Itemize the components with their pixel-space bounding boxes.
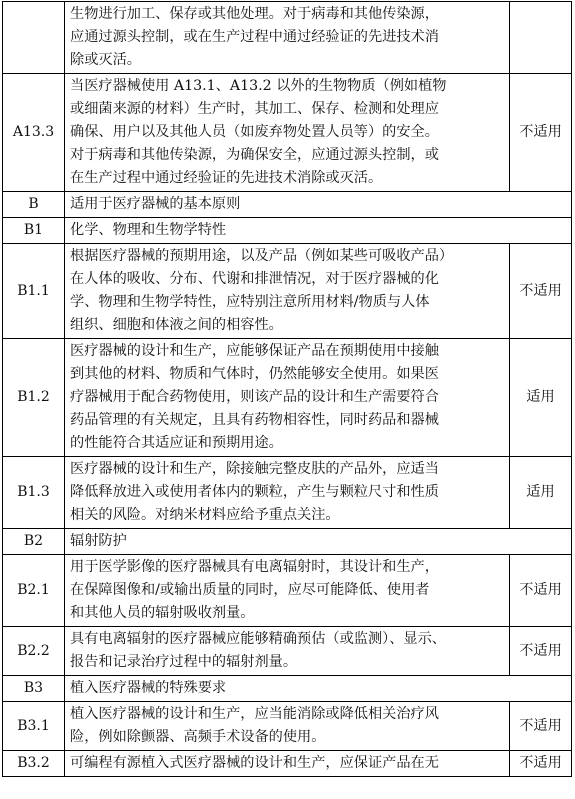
- requirement-text-line: 植入医疗器械的设计和生产，应当能消除或降低相关治疗风: [70, 706, 439, 722]
- table-row: [3, 457, 572, 529]
- requirement-code: B1.3: [3, 457, 65, 529]
- requirement-code: B3: [3, 676, 65, 702]
- requirement-text-line: 相关的风险。对纳米材料应给予重点关注。: [70, 507, 340, 523]
- table-row: [3, 192, 572, 218]
- requirement-text-line: 除或灭活。: [70, 52, 141, 68]
- requirement-text-line: 疗器械用于配合药物使用，则该产品的设计和生产需要符合: [70, 389, 439, 405]
- applicability-cell: 适用: [510, 339, 572, 457]
- applicability-cell: 不适用: [510, 555, 572, 627]
- applicability-cell: [510, 2, 572, 74]
- requirement-text-line: 用于医学影像的医疗器械具有电离辐射时，其设计和生产，: [70, 559, 439, 575]
- requirement-text-line: 应通过源头控制，或在生产过程中通过经验证的先进技术消: [70, 29, 439, 45]
- table-row: [3, 555, 572, 627]
- requirement-code: B2.1: [3, 555, 65, 627]
- requirement-text-line: 在人体的吸收、分布、代谢和排泄情况，对于医疗器械的化: [70, 271, 439, 287]
- requirement-text: [65, 555, 510, 627]
- table-row: [3, 529, 572, 555]
- table-row: [3, 339, 572, 457]
- requirement-text: [65, 339, 510, 457]
- requirement-text-line: 药品管理的有关规定，且具有药物相容性，同时药品和器械: [70, 412, 439, 428]
- requirement-text-line: 险，例如除颤器、高频手术设备的使用。: [70, 729, 326, 745]
- applicability-cell: 不适用: [510, 751, 572, 777]
- applicability-cell: 不适用: [510, 74, 572, 192]
- requirement-text-line: 报告和记录治疗过程中的辐射剂量。: [70, 654, 298, 670]
- requirement-text-line: 降低释放进入或使用者体内的颗粒，产生与颗粒尺寸和性质: [70, 484, 439, 500]
- requirement-text-line: 医疗器械的设计和生产，除接触完整皮肤的产品外，应适当: [70, 461, 439, 477]
- requirement-text-line: 化学、物理和生物学特性: [70, 222, 227, 238]
- requirement-text-line: 或细菌来源的材料）生产时，其加工、保存、检测和处理应: [70, 101, 439, 117]
- requirement-code: B1.2: [3, 339, 65, 457]
- requirement-text: [65, 676, 572, 702]
- applicability-cell: 不适用: [510, 702, 572, 751]
- requirement-text: [65, 751, 510, 777]
- requirement-text-line: 生物进行加工、保存或其他处理。对于病毒和其他传染源，: [70, 6, 439, 22]
- requirement-text: [65, 74, 510, 192]
- requirement-code: B1: [3, 218, 65, 244]
- requirement-code: B2: [3, 529, 65, 555]
- requirement-text: [65, 627, 510, 676]
- requirement-text-line: 根据医疗器械的预期用途，以及产品（例如某些可吸收产品）: [70, 248, 454, 264]
- requirement-text-line: 学、物理和生物学特性，应特别注意所用材料/物质与人体: [70, 294, 430, 310]
- table-row: [3, 627, 572, 676]
- applicability-cell: 适用: [510, 457, 572, 529]
- table-row: [3, 74, 572, 192]
- requirement-text-line: 当医疗器械使用 A13.1、A13.2 以外的生物物质（例如植物: [70, 78, 447, 94]
- requirement-code: B1.1: [3, 244, 65, 339]
- requirement-code: B2.2: [3, 627, 65, 676]
- requirement-text-line: 可编程有源植入式医疗器械的设计和生产，应保证产品在无: [70, 755, 439, 771]
- requirement-text: [65, 2, 510, 74]
- requirement-code: B: [3, 192, 65, 218]
- requirement-text-line: 对于病毒和其他传染源，为确保安全，应通过源头控制，或: [70, 147, 439, 163]
- requirement-text-line: 植入医疗器械的特殊要求: [70, 680, 227, 696]
- requirement-text-line: 在生产过程中通过经验证的先进技术消除或灭活。: [70, 170, 383, 186]
- requirement-text: [65, 702, 510, 751]
- table-row: [3, 676, 572, 702]
- applicability-cell: 不适用: [510, 244, 572, 339]
- table-row: [3, 751, 572, 777]
- requirement-code: [3, 2, 65, 74]
- requirement-text-line: 辐射防护: [70, 533, 127, 549]
- requirements-table: [2, 1, 572, 777]
- requirement-text-line: 具有电离辐射的医疗器械应能够精确预估（或监测）、显示、: [70, 631, 446, 647]
- requirement-text: [65, 244, 510, 339]
- requirement-text-line: 确保、用户以及其他人员（如废弃物处置人员等）的安全。: [70, 124, 439, 140]
- requirement-text: [65, 529, 572, 555]
- requirement-text: [65, 457, 510, 529]
- requirement-text-line: 的性能符合其适应证和预期用途。: [70, 435, 283, 451]
- requirement-text-line: 到其他的材料、物质和气体时，仍然能够安全使用。如果医: [70, 366, 439, 382]
- table-row: [3, 2, 572, 74]
- requirement-code: B3.2: [3, 751, 65, 777]
- table-row: [3, 244, 572, 339]
- requirement-text-line: 和其他人员的辐射吸收剂量。: [70, 605, 255, 621]
- requirement-text-line: 医疗器械的设计和生产，应能够保证产品在预期使用中接触: [70, 343, 439, 359]
- table-row: [3, 702, 572, 751]
- requirement-text-line: 组织、细胞和体液之间的相容性。: [70, 317, 283, 333]
- requirement-text: [65, 218, 572, 244]
- requirement-text-line: 适用于医疗器械的基本原则: [70, 196, 241, 212]
- requirement-code: A13.3: [3, 74, 65, 192]
- applicability-cell: 不适用: [510, 627, 572, 676]
- requirements-table-body: [3, 2, 572, 777]
- requirement-text: [65, 192, 572, 218]
- table-row: [3, 218, 572, 244]
- requirement-code: B3.1: [3, 702, 65, 751]
- requirement-text-line: 在保障图像和/或输出质量的同时，应尽可能降低、使用者: [70, 582, 430, 598]
